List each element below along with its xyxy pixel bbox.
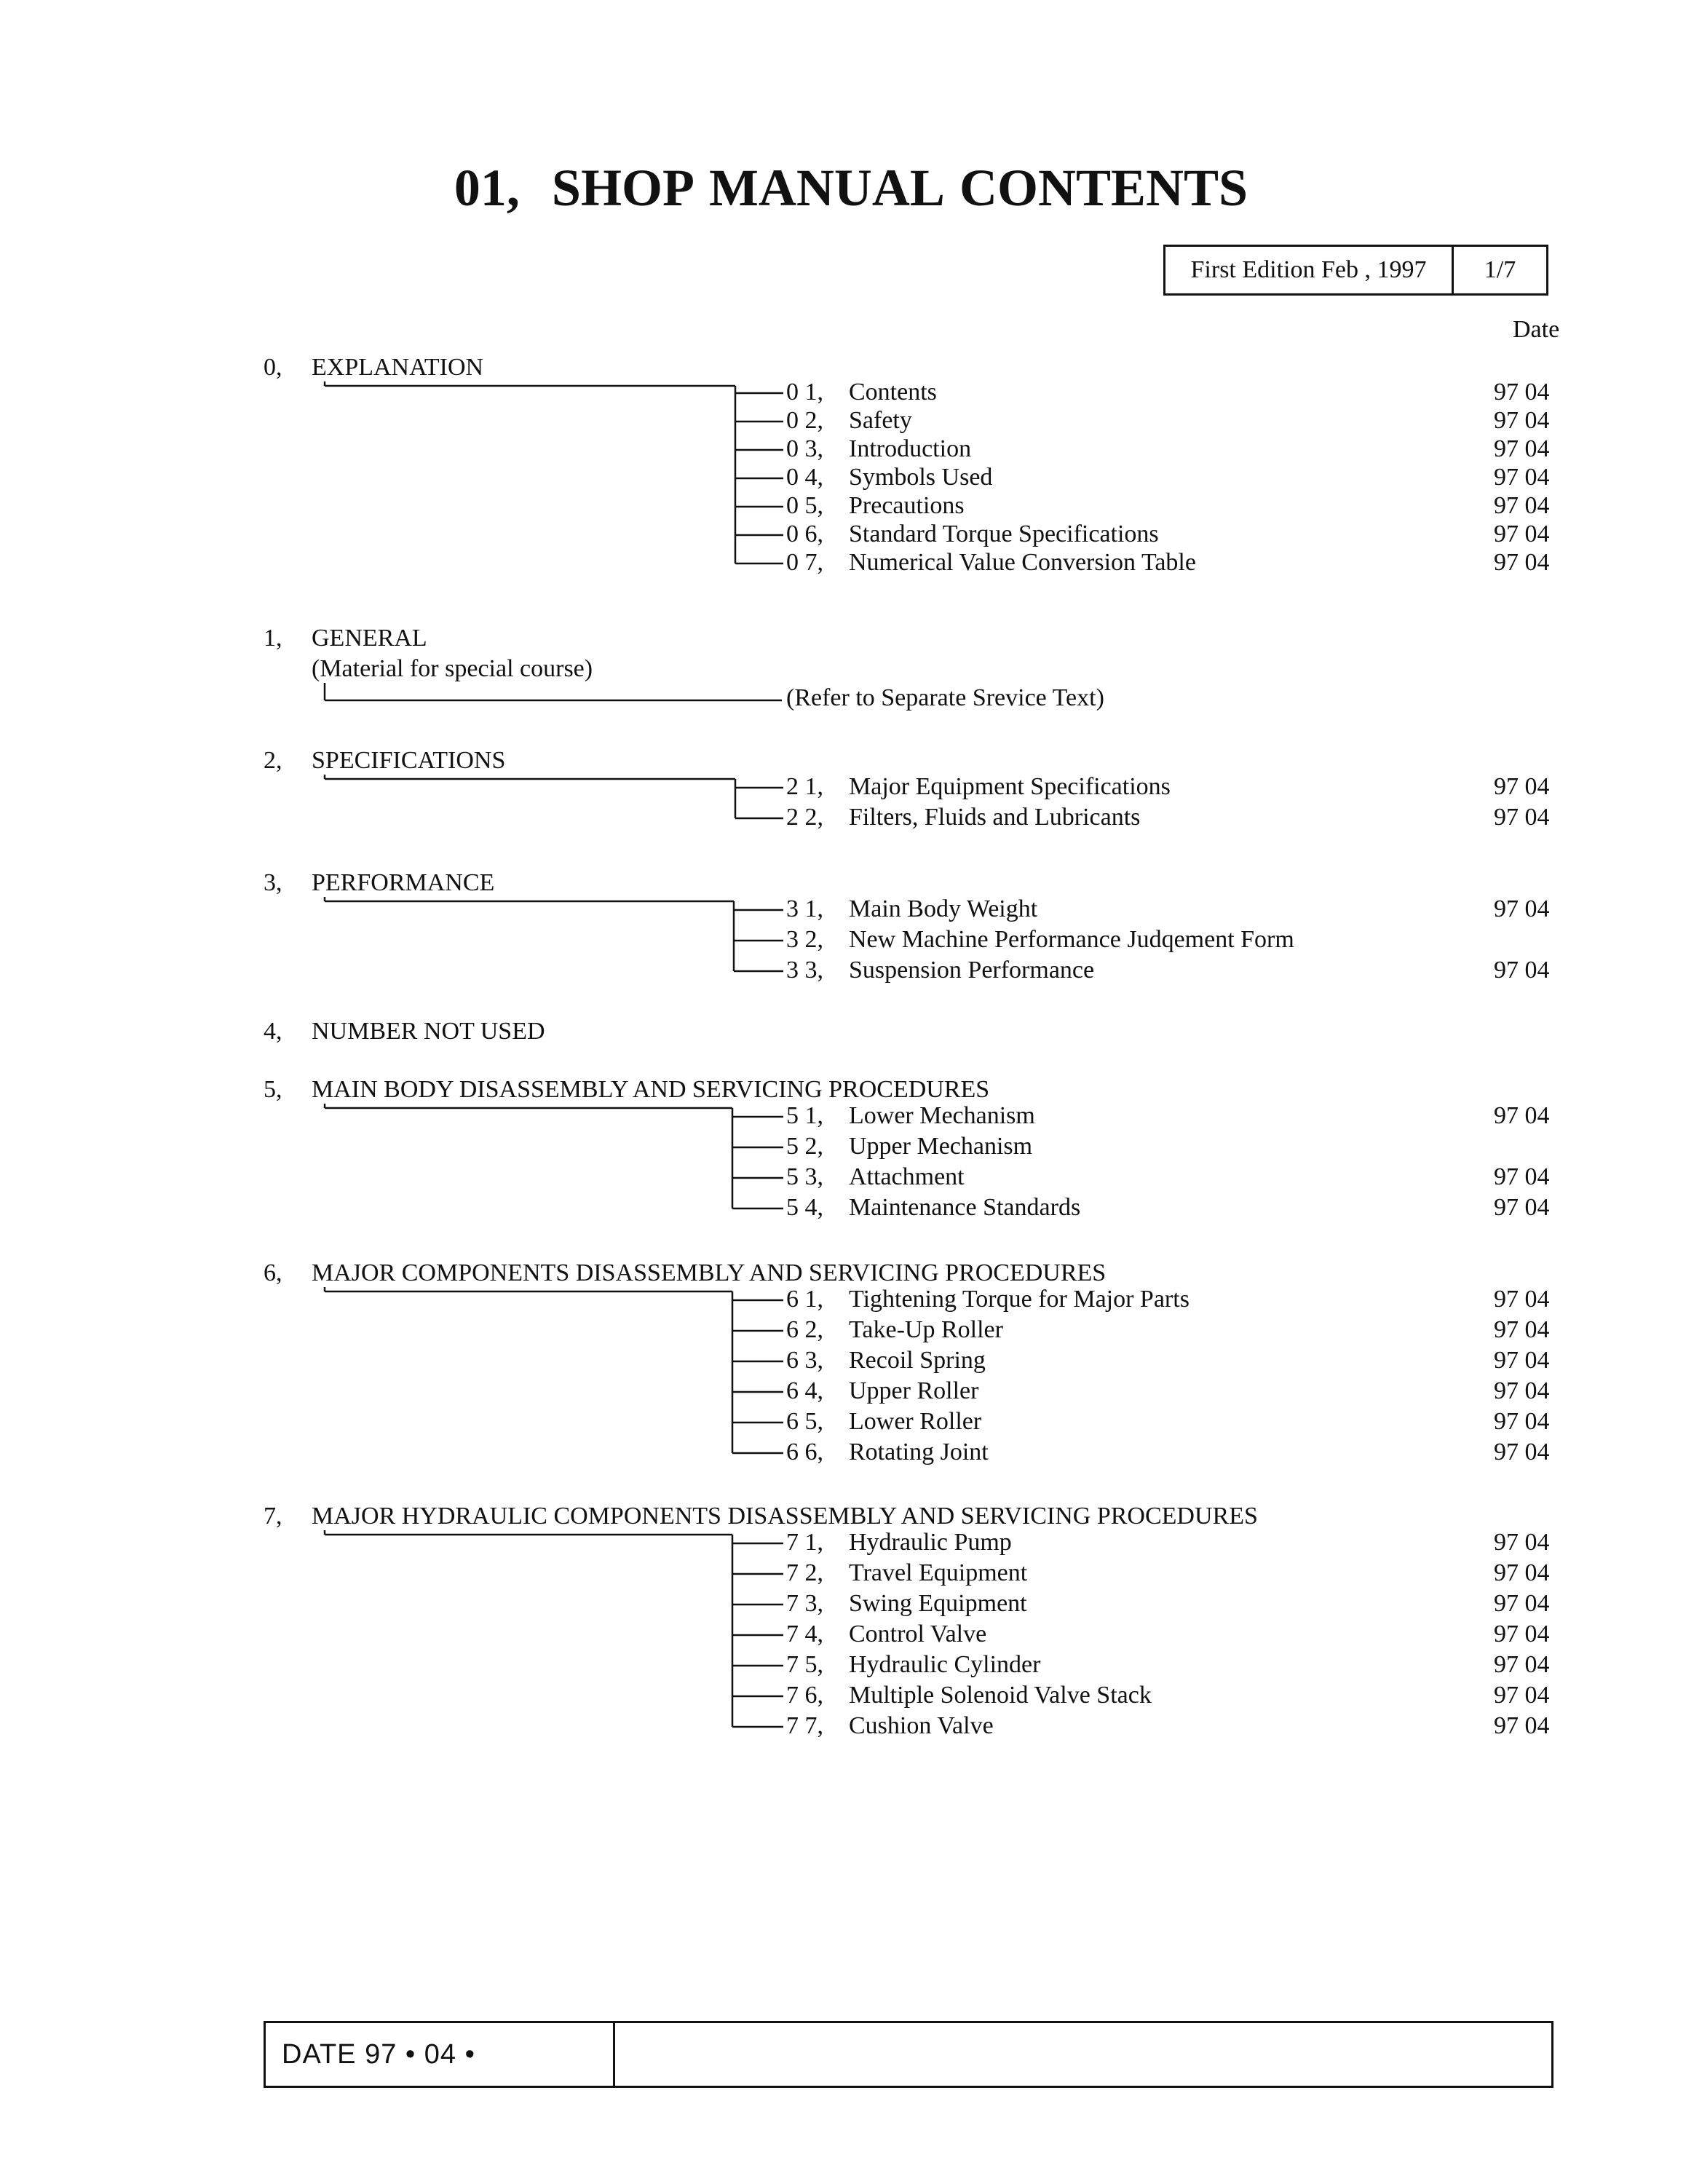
item-date: 97 04	[1494, 464, 1550, 491]
section-number: 5,	[264, 1076, 282, 1103]
item-date: 97 04	[1494, 1163, 1550, 1190]
item-title: Symbols Used	[849, 464, 993, 491]
item-date: 97 04	[1494, 435, 1550, 462]
item-date: 97 04	[1494, 1408, 1550, 1435]
item-title: Upper Mechanism	[849, 1133, 1033, 1160]
item-code: 6 4,	[786, 1377, 823, 1404]
item-code: 7 3,	[786, 1590, 823, 1617]
item-title: Suspension Performance	[849, 957, 1095, 984]
item-title: Precautions	[849, 492, 965, 519]
item-date: 97 04	[1494, 1529, 1550, 1556]
item-code: 3 1,	[786, 895, 823, 922]
item-date: 97 04	[1494, 1682, 1550, 1709]
item-date: 97 04	[1494, 804, 1550, 831]
section-number: 0,	[264, 354, 282, 381]
item-date: 97 04	[1494, 1439, 1550, 1465]
section-title: NUMBER NOT USED	[312, 1018, 545, 1045]
item-code: 6 1,	[786, 1286, 823, 1313]
item-date: 97 04	[1494, 773, 1550, 800]
item-date: 97 04	[1494, 1377, 1550, 1404]
item-code: 0 4,	[786, 464, 823, 491]
section-title: EXPLANATION	[312, 354, 484, 381]
date-column-header: Date	[1513, 316, 1560, 343]
title-number: 01,	[454, 159, 520, 217]
item-code: 7 2,	[786, 1559, 823, 1586]
item-title: Safety	[849, 407, 912, 434]
item-code: 2 2,	[786, 804, 823, 831]
item-title: Main Body Weight	[849, 895, 1038, 922]
item-code: 0 7,	[786, 549, 823, 576]
item-title: Swing Equipment	[849, 1590, 1027, 1617]
item-code: 6 5,	[786, 1408, 823, 1435]
item-code: 6 2,	[786, 1316, 823, 1343]
item-code: 3 3,	[786, 957, 823, 984]
item-code: 0 6,	[786, 521, 823, 547]
item-title: Recoil Spring	[849, 1347, 986, 1374]
footer-blank	[615, 2023, 1551, 2086]
item-code: 0 3,	[786, 435, 823, 462]
footer-date: DATE 97 • 04 •	[266, 2023, 615, 2086]
item-date: 97 04	[1494, 1712, 1550, 1739]
item-code: 5 2,	[786, 1133, 823, 1160]
section-title: MAIN BODY DISASSEMBLY AND SERVICING PROCEDURES	[312, 1076, 990, 1103]
section-title: SPECIFICATIONS	[312, 747, 506, 774]
item-title: Filters, Fluids and Lubricants	[849, 804, 1141, 831]
item-title: Hydraulic Cylinder	[849, 1651, 1041, 1678]
item-date: 97 04	[1494, 1347, 1550, 1374]
section-number: 3,	[264, 869, 282, 896]
item-title: Lower Roller	[849, 1408, 982, 1435]
item-title: Maintenance Standards	[849, 1194, 1081, 1221]
item-title: Lower Mechanism	[849, 1102, 1035, 1129]
footer-box	[264, 2021, 1553, 2088]
item-date: 97 04	[1494, 407, 1550, 434]
item-code: 0 1,	[786, 379, 823, 405]
item-date: 97 04	[1494, 521, 1550, 547]
section-number: 7,	[264, 1503, 282, 1530]
item-title: Cushion Valve	[849, 1712, 994, 1739]
item-code: 7 4,	[786, 1621, 823, 1647]
item-title: Hydraulic Pump	[849, 1529, 1012, 1556]
section-title: MAJOR COMPONENTS DISASSEMBLY AND SERVICING PROCEDURES	[312, 1259, 1107, 1286]
refer-note: (Refer to Separate Srevice Text)	[786, 684, 1104, 711]
item-title: Take-Up Roller	[849, 1316, 1003, 1343]
item-code: 7 1,	[786, 1529, 823, 1556]
item-title: Control Valve	[849, 1621, 987, 1647]
edition-text: First Edition Feb , 1997	[1165, 247, 1454, 293]
item-title: Travel Equipment	[849, 1559, 1028, 1586]
item-title: Introduction	[849, 435, 972, 462]
item-title: Numerical Value Conversion Table	[849, 549, 1196, 576]
item-code: 0 2,	[786, 407, 823, 434]
section-title: GENERAL	[312, 625, 427, 652]
item-code: 7 6,	[786, 1682, 823, 1709]
item-code: 5 3,	[786, 1163, 823, 1190]
item-code: 2 1,	[786, 773, 823, 800]
page-indicator: 1/7	[1484, 256, 1516, 283]
item-date: 97 04	[1494, 1651, 1550, 1678]
item-date: 97 04	[1494, 492, 1550, 519]
item-title: Attachment	[849, 1163, 965, 1190]
item-date: 97 04	[1494, 1286, 1550, 1313]
section-title: PERFORMANCE	[312, 869, 495, 896]
section-title: MAJOR HYDRAULIC COMPONENTS DISASSEMBLY AND SERVICING PROCEDURES	[312, 1503, 1258, 1530]
item-title: Upper Roller	[849, 1377, 979, 1404]
item-title: Contents	[849, 379, 937, 405]
item-date: 97 04	[1494, 1621, 1550, 1647]
section-number: 2,	[264, 747, 282, 774]
item-date: 97 04	[1494, 1194, 1550, 1221]
item-code: 6 3,	[786, 1347, 823, 1374]
item-code: 7 5,	[786, 1651, 823, 1678]
item-code: 0 5,	[786, 492, 823, 519]
item-date: 97 04	[1494, 1590, 1550, 1617]
item-title: Rotating Joint	[849, 1439, 989, 1465]
item-code: 5 4,	[786, 1194, 823, 1221]
item-date: 97 04	[1494, 1316, 1550, 1343]
item-date: 97 04	[1494, 549, 1550, 576]
section-number: 4,	[264, 1018, 282, 1045]
item-title: Major Equipment Specifications	[849, 773, 1171, 800]
item-date: 97 04	[1494, 379, 1550, 405]
item-date: 97 04	[1494, 1102, 1550, 1129]
section-number: 1,	[264, 625, 282, 652]
item-date: 97 04	[1494, 895, 1550, 922]
section-number: 6,	[264, 1259, 282, 1286]
item-code: 7 7,	[786, 1712, 823, 1739]
item-title: Tightening Torque for Major Parts	[849, 1286, 1190, 1313]
item-title: New Machine Performance Judqement Form	[849, 926, 1294, 953]
item-date: 97 04	[1494, 1559, 1550, 1586]
item-code: 5 1,	[786, 1102, 823, 1129]
item-code: 6 6,	[786, 1439, 823, 1465]
title-text: SHOP MANUAL CONTENTS	[551, 159, 1248, 217]
item-title: Standard Torque Specifications	[849, 521, 1159, 547]
section-subtitle: (Material for special course)	[312, 655, 593, 682]
item-date: 97 04	[1494, 957, 1550, 984]
item-title: Multiple Solenoid Valve Stack	[849, 1682, 1152, 1709]
item-code: 3 2,	[786, 926, 823, 953]
